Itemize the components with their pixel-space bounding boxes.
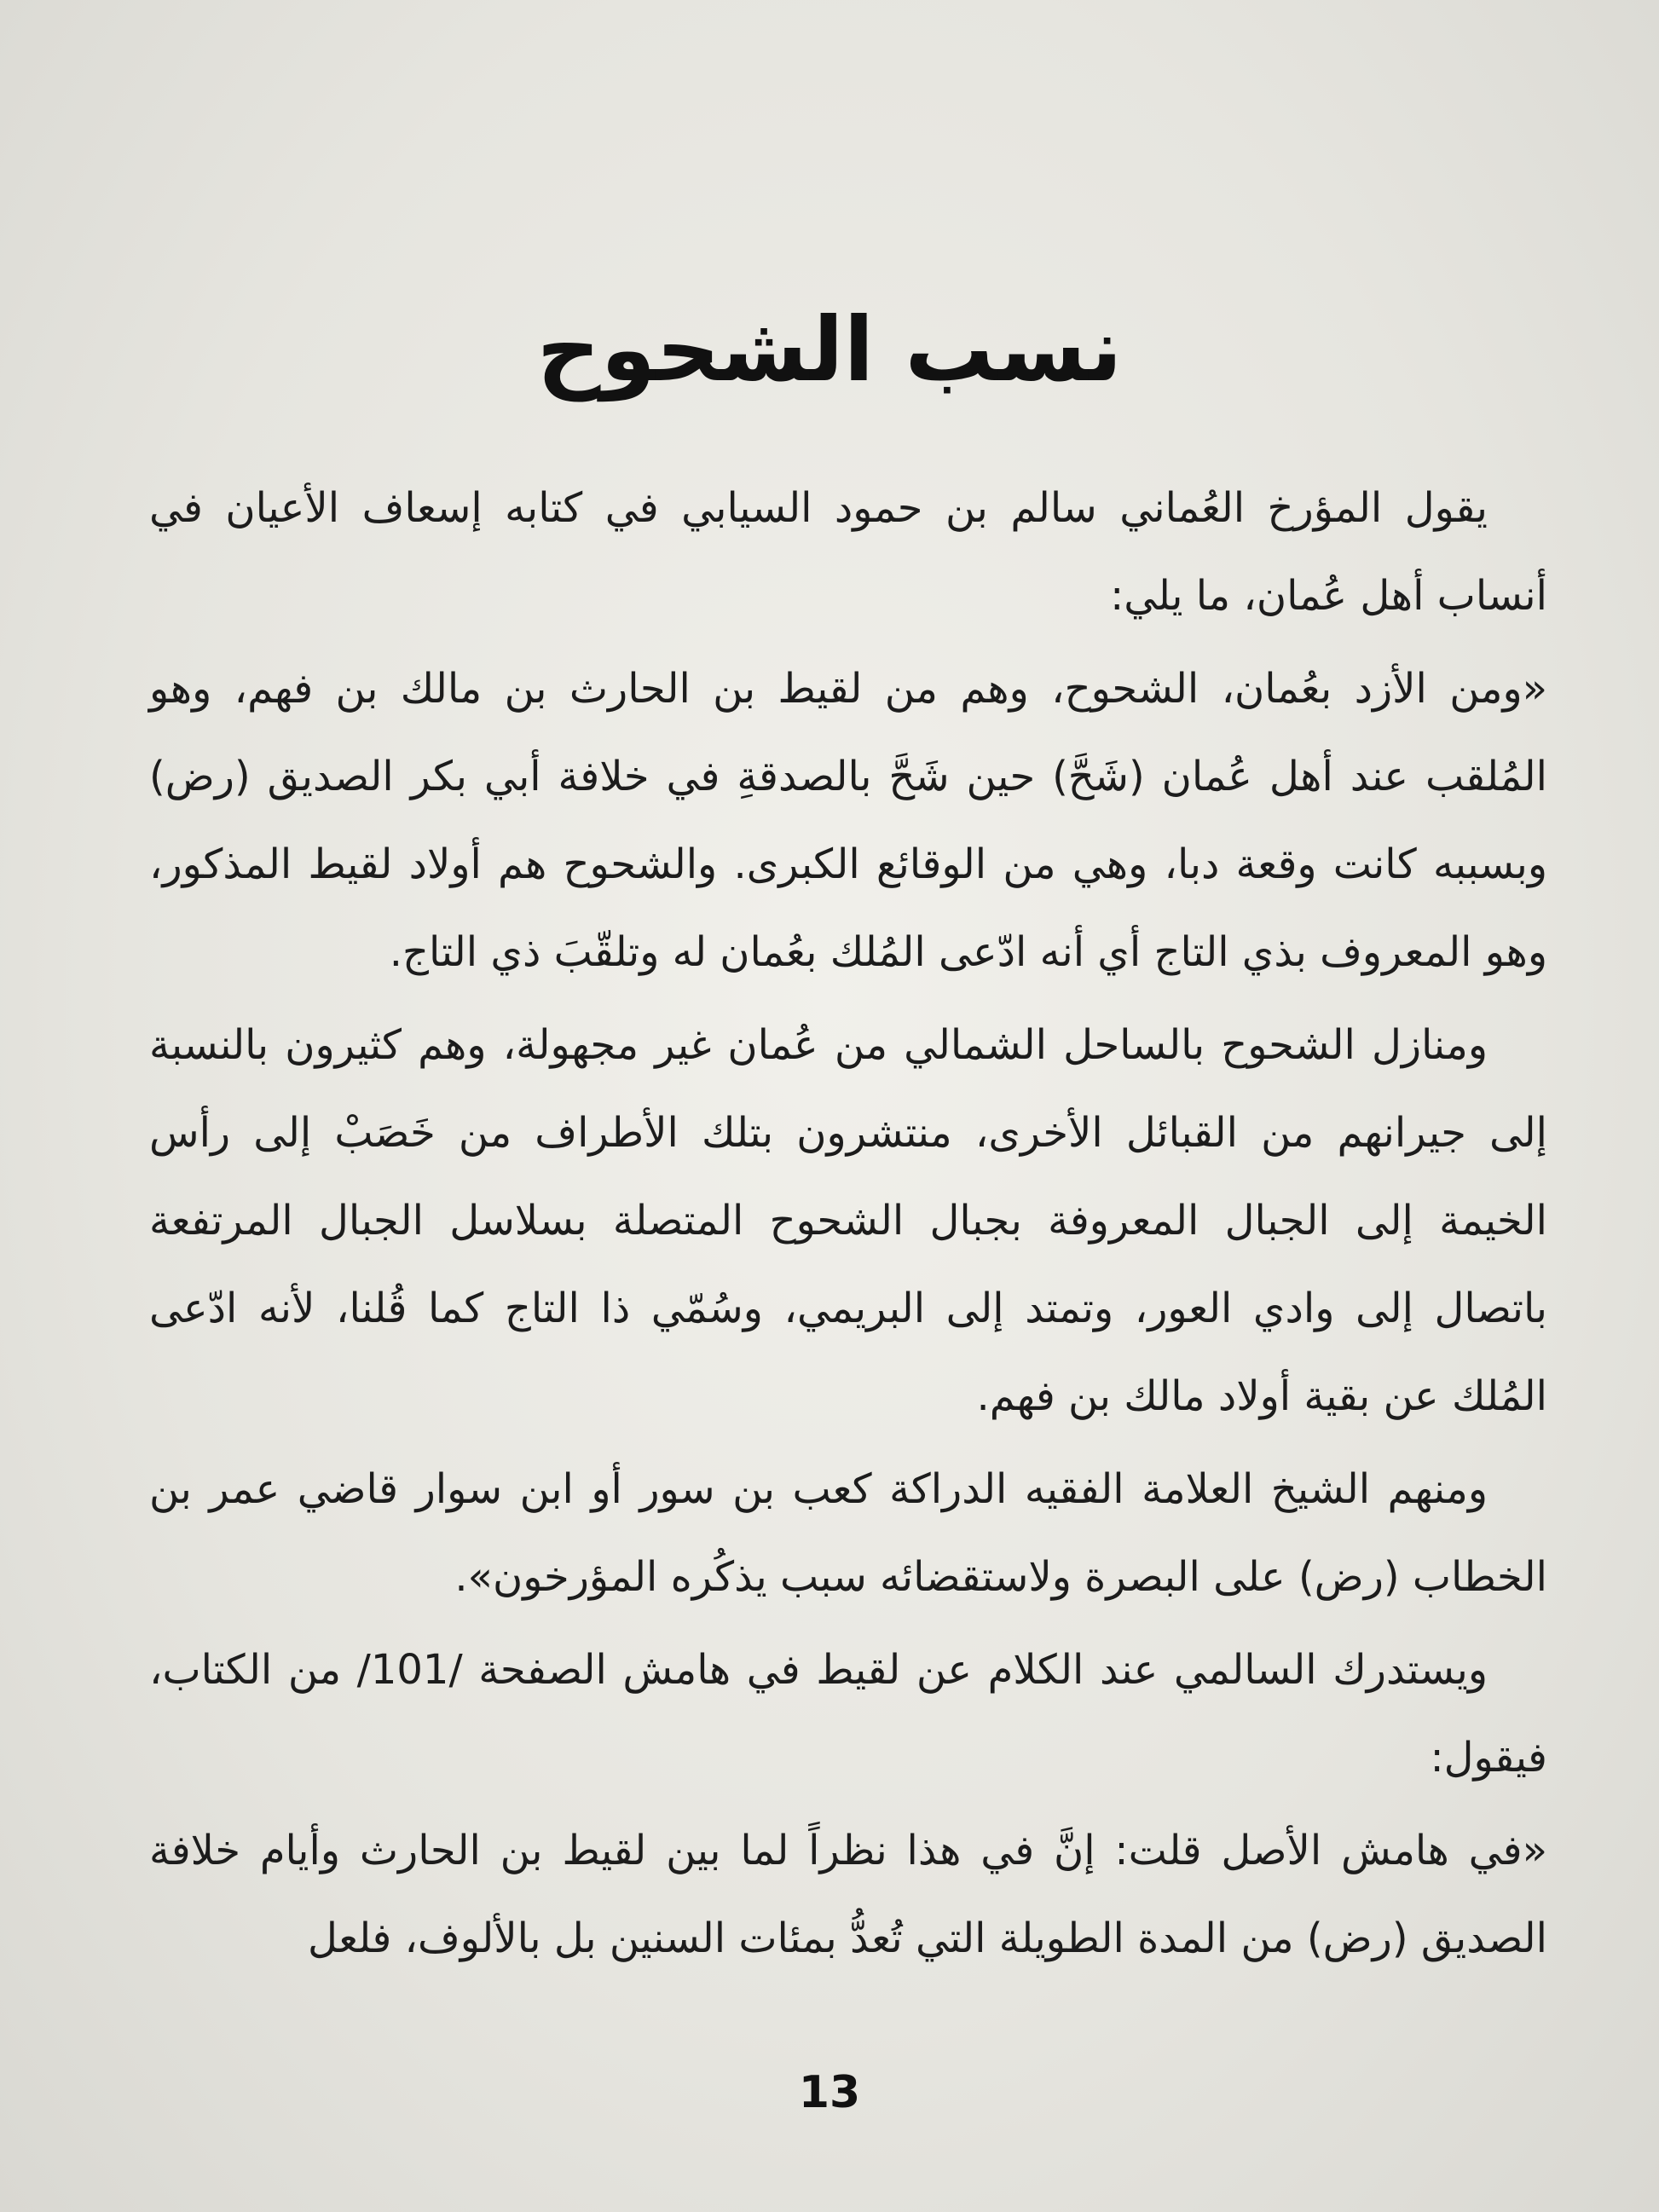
paragraph: ويستدرك السالمي عند الكلام عن لقيط في هامش الصفحة /101/ من الكتاب، فيقول: <box>149 1646 1547 1782</box>
paragraph: يقول المؤرخ العُماني سالم بن حمود السيابي في كتابه إسعاف الأعيان في أنساب أهل عُمان، ما يلي: <box>149 484 1547 620</box>
body-text <box>149 465 1547 1988</box>
chapter-title: نسب الشحوح <box>536 297 1123 401</box>
paragraph: «في هامش الأصل قلت: إنَّ في هذا نظراً لما بين لقيط بن الحارث وأيام خلافة الصديق (رض) من المدة الطويلة التي تُعدُّ بمئات السنين بل بالألوف، فلعل <box>149 1827 1547 1962</box>
paragraph: «ومن الأزد بعُمان، الشحوح، وهم من لقيط بن الحارث بن مالك بن فهم، وهو المُلقب عند أهل عُمان (شَحَّ) حين شَحَّ بالصدقةِ في خلافة أبي بكر الصديق (رض) وبسببه كانت وقعة دبا، وهي من الوقائع الكبرى. والشحوح هم أولاد لقيط المذكور، وهو المعروف بذي التاج أي أنه ادّعى المُلك بعُمان له وتلقّبَ ذي التاج. <box>149 665 1547 976</box>
paragraph: ومنازل الشحوح بالساحل الشمالي من عُمان غير مجهولة، وهم كثيرون بالنسبة إلى جيرانهم من القبائل الأخرى، منتشرون بتلك الأطراف من خَصَبْ إلى رأس الخيمة إلى الجبال المعروفة بجبال الشحوح المتصلة بسلاسل الجبال المرتفعة باتصال إلى وادي العور، وتمتد إلى البريمي، وسُمّي ذا التاج كما قُلنا، لأنه ادّعى المُلك عن بقية أولاد مالك بن فهم. <box>149 1021 1547 1420</box>
page-number: 13 <box>798 2067 861 2118</box>
paragraph: ومنهم الشيخ العلامة الفقيه الدراكة كعب بن سور أو ابن سوار قاضي عمر بن الخطاب (رض) على البصرة ولاستقضائه سبب يذكُره المؤرخون». <box>149 1465 1547 1601</box>
